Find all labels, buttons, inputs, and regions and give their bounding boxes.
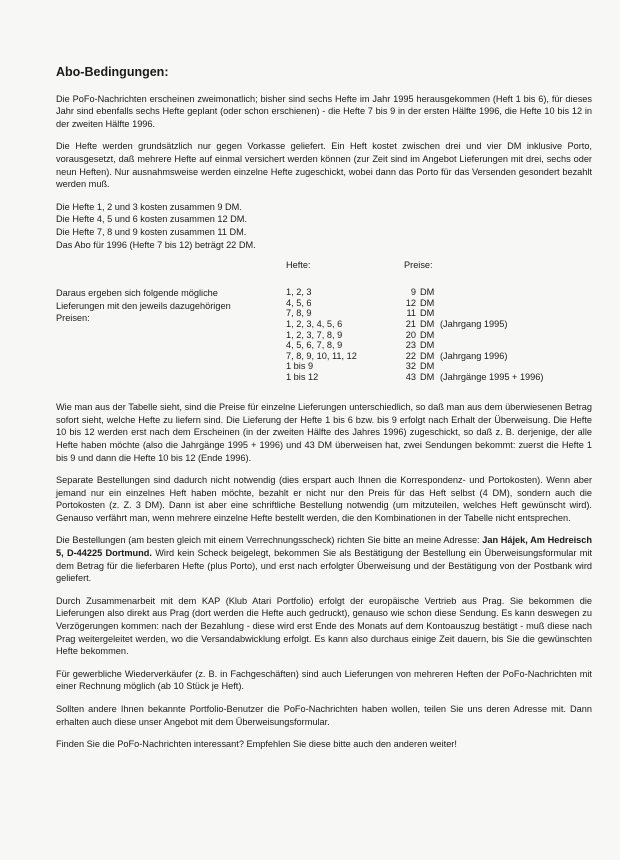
table-row [286,298,543,309]
cell-preis: 43 [405,371,416,382]
cell-unit: DM [420,308,435,319]
price-line: Die Hefte 7, 8 und 9 kosten zusammen 11 DM. [56,226,247,237]
table-row [286,319,543,330]
postal-address: Jan Hájek, Am Hedreisch 5, D-44225 Dortmund. [56,535,593,559]
column-header-hefte: Hefte: [286,260,311,271]
table-row [286,372,543,383]
page-title: Abo-Bedingungen: [56,65,169,79]
cell-preis: 20 [405,329,416,340]
paragraph-closing: Finden Sie die PoFo-Nachrichten interessant? Empfehlen Sie diese bitte auch den anderen weiter! [56,739,457,750]
cell-note: (Jahrgang 1996) [440,350,508,361]
address-followup: Wird kein Scheck beigelegt, bekommen Sie als Bestätigung der Bestellung ein Überweisungsformular mit dem Betrag für die lieferbaren Hefte (plus Porto), und erst nach erfolgter Überweisung und der Bestätigung von der Postbank wird geliefert. [56,548,593,584]
cell-unit: DM [420,340,435,351]
cell-hefte: 4, 5, 6, 7, 8, 9 [286,340,343,351]
cell-preis: 9 [410,287,416,298]
paragraph-referrals: Sollten andere Ihnen bekannte Portfolio-Benutzer die PoFo-Nachrichten haben wollen, teilen Sie uns deren Adresse mit. Dann erhalten auch diese unser Angebot mit dem Überweisungsformular. [56,704,592,727]
delivery-price-table [56,259,592,391]
cell-hefte: 4, 5, 6 [286,297,312,308]
cell-unit: DM [420,287,435,298]
cell-unit: DM [420,297,435,308]
paragraph-prepayment: Die Hefte werden grundsätzlich nur gegen Vorkasse geliefert. Ein Heft kostet zwischen drei und vier DM inklusive Porto, vorausgesetzt, daß mehrere Hefte auf einmal versichert werden können (zur Zeit sind im Angebot Lieferungen mit drei, sechs oder neun Heften). Nur ausnahmsweise werden einzelne Hefte zugeschickt, wobei dann das Porto für das Versenden gesondert bezahlt werden muß. [56,141,592,190]
table-row [286,330,543,341]
cell-unit: DM [420,329,435,340]
cell-preis: 32 [405,361,416,372]
cell-hefte: 1, 2, 3 [286,287,312,298]
cell-preis: 21 [405,318,416,329]
paragraph-resellers: Für gewerbliche Wiederverkäufer (z. B. in Fachgeschäften) sind auch Lieferungen von mehreren Heften der PoFo-Nachrichten mit einer Rechnung möglich (ab 10 Stück je Heft). [56,668,592,692]
table-intro: Daraus ergeben sich folgende mögliche Lieferungen mit den jeweils dazugehörigen Preisen: [56,288,231,324]
price-line: Die Hefte 1, 2 und 3 kosten zusammen 9 DM. [56,201,242,212]
cell-hefte: 1, 2, 3, 7, 8, 9 [286,329,343,340]
cell-preis: 22 [405,350,416,361]
cell-preis: 23 [405,340,416,351]
table-row [286,351,543,362]
cell-hefte: 7, 8, 9 [286,308,312,319]
paragraph-order-address [56,534,592,584]
paragraph-table-explanation: Wie man aus der Tabelle sieht, sind die Preise für einzelne Lieferungen unterschiedlich, so daß man aus dem überwiesenen Betrag sofort sieht, welche Hefte zu liefern sind. Die Lieferung der Hefte 1 bis 6 bzw. bis 9 erfolgt nach Erhalt der Überweisung. Die Hefte 10 bis 12 werden erst nach dem Erscheinen (in der zweiten Hälfte des Jahres 1996) zugeschickt, so daß z. B. derjenige, der alle Hefte haben möchte (also die Jahrgänge 1995 + 1996) und 43 DM überweisen hat, zwei Sendungen bekommt: zuerst die Hefte 1 bis 9 und dann die Hefte 10 bis 12 (Ende 1996). [56,402,592,463]
price-line: Die Hefte 4, 5 und 6 kosten zusammen 12 DM. [56,214,247,225]
table-row [286,308,543,319]
cell-note: (Jahrgang 1995) [440,318,508,329]
price-list [56,201,592,251]
paragraph-publication-schedule: Die PoFo-Nachrichten erscheinen zweimonatlich; bisher sind sechs Hefte im Jahr 1995 herausgekommen (Heft 1 bis 6), für dieses Jahr sind ebenfalls sechs Hefte geplant (oder schon erschienen) - die Hefte 7 bis 9 in der ersten Hälfte 1996, die Hefte 10 bis 12 in der zweiten Hälfte 1996. [56,93,592,129]
cell-hefte: 1, 2, 3, 4, 5, 6 [286,318,343,329]
cell-hefte: 1 bis 12 [286,371,319,382]
table-rows [286,287,543,382]
table-row [286,287,543,298]
table-row [286,340,543,351]
cell-note: (Jahrgänge 1995 + 1996) [440,371,544,382]
cell-hefte: 7, 8, 9, 10, 11, 12 [286,350,357,361]
table-row [286,361,543,372]
price-line: Das Abo für 1996 (Hefte 7 bis 12) beträgt 22 DM. [56,239,256,250]
paragraph-separate-orders: Separate Bestellungen sind dadurch nicht notwendig (dies erspart auch Ihnen die Korrespondenz- und Portokosten). Wenn aber jemand nur ein einzelnes Heft haben möchte, bezahlt er nicht nur den Preis für das Heft selbst (4 DM), sondern auch die Portokosten (z. Z. 3 DM). Dann ist aber eine schriftliche Bestellung notwendig (um mitzuteilen, welches Heft gewünscht wird). Genauso verfährt man, wenn mehrere einzelne Hefte bestellt werden, die den Kombinationen in der Tabelle nicht entsprechen. [56,475,592,523]
column-header-preise: Preise: [404,260,433,271]
cell-preis: 12 [405,297,416,308]
cell-unit: DM [420,318,435,329]
cell-preis: 11 [406,308,416,319]
cell-unit: DM [420,371,435,382]
cell-hefte: 1 bis 9 [286,361,314,372]
address-intro: Die Bestellungen (am besten gleich mit einem Verrechnungsscheck) richten Sie bitte an meine Adresse: [56,535,483,546]
paragraph-prague-distribution: Durch Zusammenarbeit mit dem KAP (Klub Atari Portfolio) erfolgt der europäische Vertrieb aus Prag. Sie bekommen die Lieferungen also direkt aus Prag (dort werden die Hefte auch gedruckt), genauso wie schon diese Sendung. Es kann deswegen zu Verzögerungen kommen: nach der Bezahlung - diese wird erst Ende des Monats auf dem Kontoauszug bestätigt - muß diese nach Prag weitergeleitet werden, wo die Versandabwicklung erfolgt. Es kann also durchaus einige Zeit dauern, bis Sie die gewünschten Hefte bekommen. [56,595,592,657]
cell-unit: DM [420,350,435,361]
cell-unit: DM [420,361,435,372]
